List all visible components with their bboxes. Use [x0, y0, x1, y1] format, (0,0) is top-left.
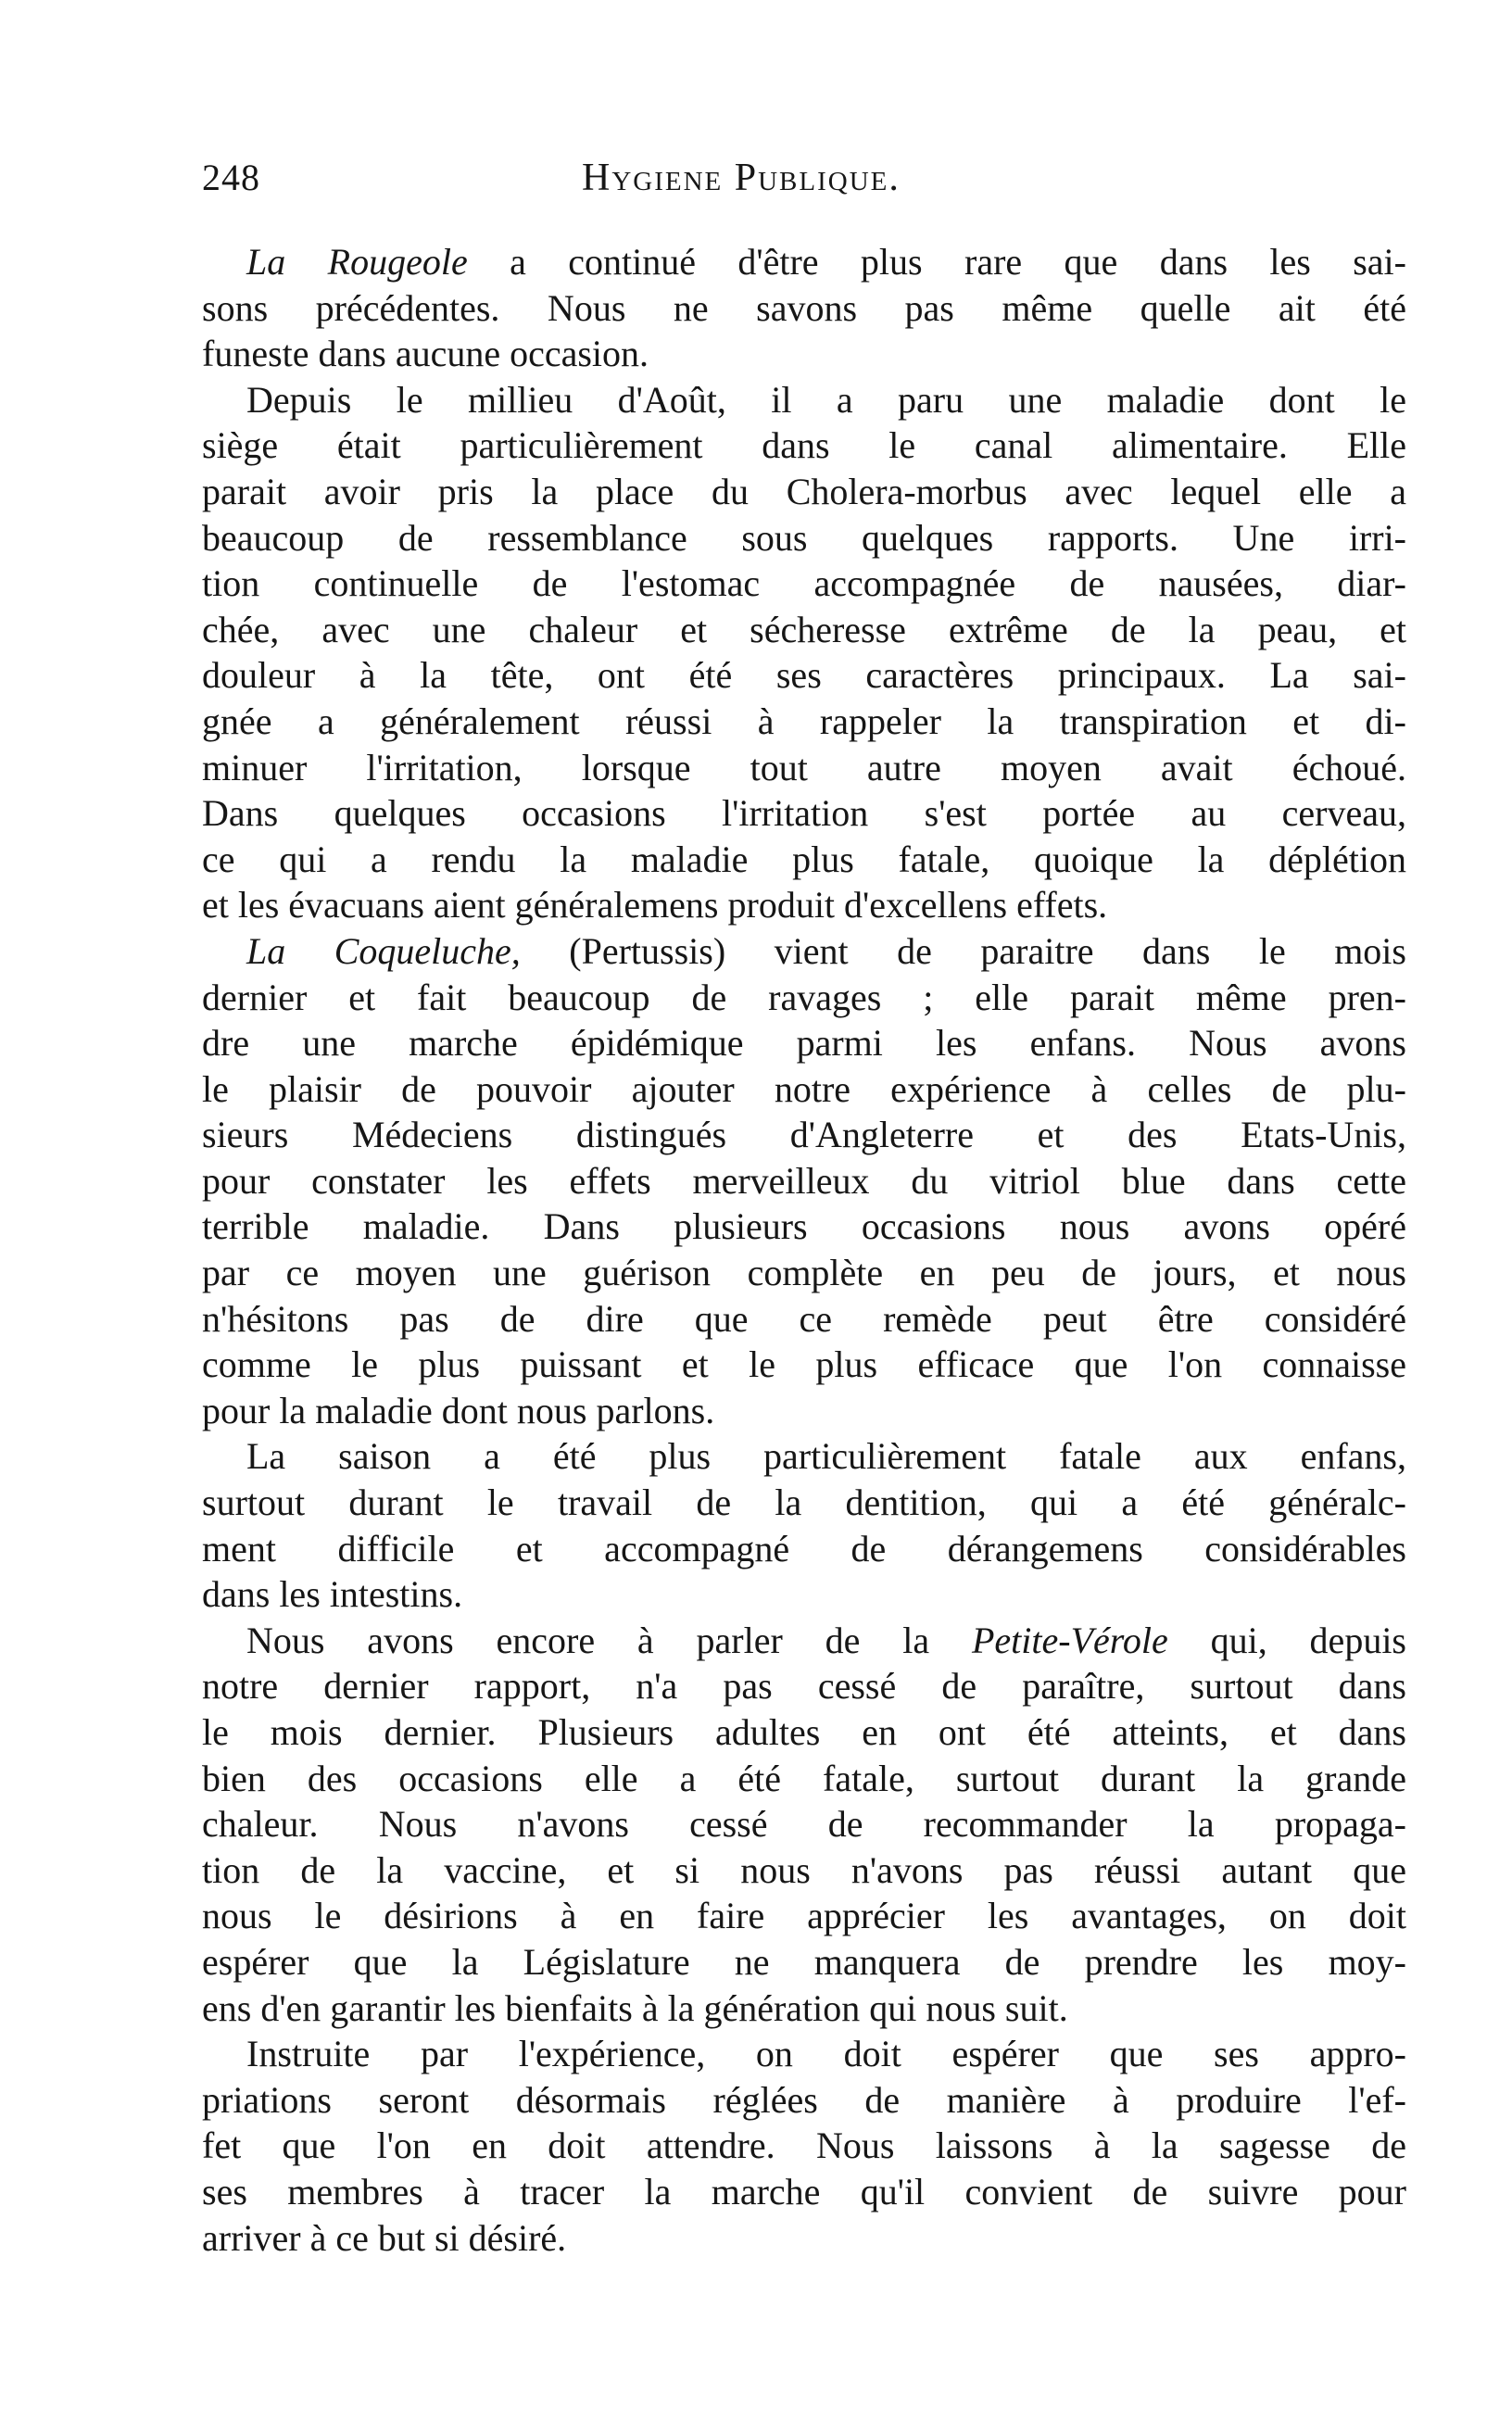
text-line: ses membres à tracer la marche qu'il convient de suivre pour [202, 2170, 1406, 2212]
text-line: surtout durant le travail de la dentition, qui a été généralc- [202, 1481, 1406, 1524]
text-line: fet que l'on en doit attendre. Nous laissons à la sagesse de [202, 2124, 1406, 2167]
paragraph [202, 928, 1406, 1434]
text-line: funeste dans aucune occasion. [202, 333, 649, 375]
text-line: tion continuelle de l'estomac accompagnée de nausées, diar- [202, 562, 1406, 605]
text-line: le plaisir de pouvoir ajouter notre expérience à celles de plu- [202, 1067, 1406, 1110]
text-line: ce qui a rendu la maladie plus fatale, quoique la déplétion [202, 838, 1406, 880]
text-line: parait avoir pris la place du Cholera-morbus avec lequel elle a [202, 470, 1406, 512]
body-text [202, 239, 1406, 2261]
page-header [202, 156, 1406, 211]
paragraph [202, 1433, 1406, 1617]
text-line: le mois dernier. Plusieurs adultes en ont été atteints, et dans [202, 1711, 1406, 1753]
line-text: qui, depuis [1167, 1619, 1406, 1661]
running-head: Hygiene Publique. [582, 157, 901, 199]
text-line: pour constater les effets merveilleux du vitriol blue dans cette [202, 1159, 1406, 1202]
text-line [202, 928, 1406, 975]
text-line: espérer que la Législature ne manquera de prendre les moy- [202, 1940, 1406, 1983]
text-line: notre dernier rapport, n'a pas cessé de paraître, surtout dans [202, 1665, 1406, 1708]
text-line: sieurs Médeciens distingués d'Angleterre et des Etats-Unis, [202, 1114, 1406, 1156]
italic-term: La Rougeole [246, 241, 468, 283]
text-line: comme le plus puissant et le plus efficace que l'on connaisse [202, 1343, 1406, 1386]
text-line: dernier et fait beaucoup de ravages ; elle parait même pren- [202, 976, 1406, 1018]
text-line [202, 1618, 1406, 1664]
italic-term: La Coqueluche, [246, 929, 521, 972]
text-line: sons précédentes. Nous ne savons pas même quelle ait été [202, 286, 1406, 329]
text-line: chaleur. Nous n'avons cessé de recommander la propaga- [202, 1803, 1406, 1846]
text-line: priations seront désormais réglées de manière à produire l'ef- [202, 2078, 1406, 2121]
italic-term: Petite-Vérole [971, 1619, 1168, 1661]
text-line [202, 239, 1406, 285]
text-line: Dans quelques occasions l'irritation s'est portée au cerveau, [202, 792, 1406, 835]
text-line: par ce moyen une guérison complète en peu de jours, et nous [202, 1252, 1406, 1294]
text-line: dans les intestins. [202, 1573, 463, 1616]
text-line: Instruite par l'expérience, on doit espérer que ses appro- [246, 2033, 1406, 2075]
text-line: terrible maladie. Dans plusieurs occasions nous avons opéré [202, 1205, 1406, 1248]
paragraph [202, 2031, 1406, 2261]
text-line: douleur à la tête, ont été ses caractères principaux. La sai- [202, 654, 1406, 697]
paragraph [202, 377, 1406, 928]
text-line: tion de la vaccine, et si nous n'avons pas réussi autant que [202, 1848, 1406, 1891]
text-line: siège était particulièrement dans le canal alimentaire. Elle [202, 424, 1406, 467]
text-line: pour la maladie dont nous parlons. [202, 1389, 715, 1431]
text-line: gnée a généralement réussi à rappeler la transpiration et di- [202, 700, 1406, 742]
text-line: et les évacuans aient généralemens produit d'excellens effets. [202, 884, 1108, 927]
text-line: minuer l'irritation, lorsque tout autre moyen avait échoué. [202, 746, 1406, 788]
text-line: bien des occasions elle a été fatale, surtout durant la grande [202, 1757, 1406, 1799]
line-text: (Pertussis) vient de paraitre dans le mois [520, 929, 1406, 972]
text-line: La saison a été plus particulièrement fatale aux enfans, [246, 1435, 1406, 1478]
page-number: 248 [202, 157, 260, 198]
paragraph [202, 239, 1406, 377]
text-line: arriver à ce but si désiré. [202, 2216, 567, 2259]
text-line: Depuis le millieu d'Août, il a paru une maladie dont le [246, 378, 1406, 421]
text-line: n'hésitons pas de dire que ce remède peut être considéré [202, 1297, 1406, 1340]
text-line: nous le désirions à en faire apprécier les avantages, on doit [202, 1895, 1406, 1937]
text-line: beaucoup de ressemblance sous quelques rapports. Une irri- [202, 516, 1406, 559]
text-line: dre une marche épidémique parmi les enfans. Nous avons [202, 1022, 1406, 1065]
text-line: chée, avec une chaleur et sécheresse extrême de la peau, et [202, 608, 1406, 650]
line-text: Nous avons encore à parler de la [246, 1619, 972, 1661]
line-text: a continué d'être plus rare que dans les sai- [467, 241, 1406, 283]
paragraph [202, 1618, 1406, 2031]
text-line: ens d'en garantir les bienfaits à la génération qui nous suit. [202, 1986, 1068, 2029]
text-line: ment difficile et accompagné de dérangemens considérables [202, 1527, 1406, 1569]
